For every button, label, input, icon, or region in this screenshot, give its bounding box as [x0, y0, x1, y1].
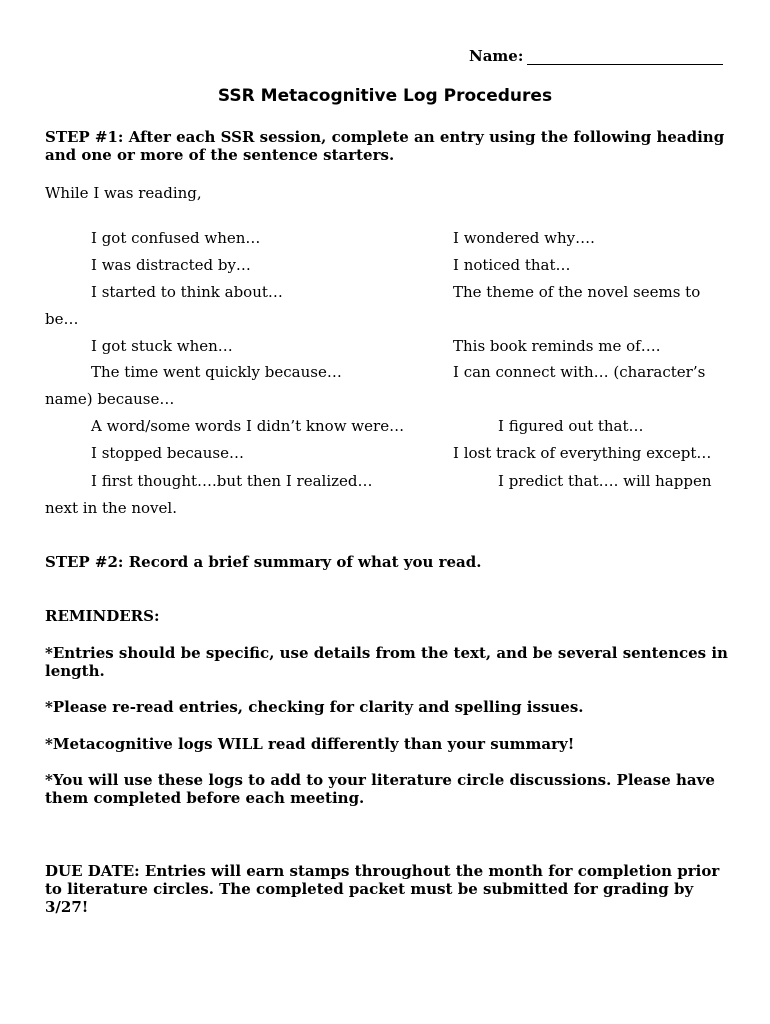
page-title: SSR Metacognitive Log Procedures — [217, 86, 553, 106]
reminder-item: *You will use these logs to add to your literature circle discussions. Please have them completed before each meeting. — [45, 771, 715, 807]
starter-item: I wondered why…. — [453, 229, 595, 247]
starter-continuation: next in the novel. — [45, 499, 177, 517]
step1-instructions: STEP #1: After each SSR session, complete an entry using the following heading and one or more of the sentence starters. — [45, 128, 725, 164]
starter-item: I predict that…. will happen — [498, 472, 712, 490]
starter-item: I noticed that… — [453, 256, 571, 274]
starter-item: I was distracted by… — [91, 256, 251, 274]
starter-item: This book reminds me of…. — [453, 337, 661, 355]
starter-item: I figured out that… — [498, 417, 644, 435]
reminder-item: *Please re-read entries, checking for clarity and spelling issues. — [45, 698, 584, 716]
starter-item: I got confused when… — [91, 229, 261, 247]
due-date-notice: DUE DATE: Entries will earn stamps throughout the month for completion prior to literature circles. The completed packet must be submitted for grading by 3/27! — [45, 862, 720, 916]
name-field — [469, 47, 725, 65]
reading-heading: While I was reading, — [45, 184, 202, 202]
starter-item: The time went quickly because… — [91, 363, 342, 381]
starter-item: I got stuck when… — [91, 337, 233, 355]
starter-continuation: name) because… — [45, 390, 175, 408]
reminder-item: *Metacognitive logs WILL read differently than your summary! — [45, 735, 575, 753]
starter-continuation: be… — [45, 310, 79, 328]
starter-item: I first thought….but then I realized… — [91, 472, 373, 490]
name-blank-line[interactable] — [527, 48, 723, 65]
starter-item: A word/some words I didn’t know were… — [91, 417, 405, 435]
starter-item: I started to think about… — [91, 283, 283, 301]
starter-item: I stopped because… — [91, 444, 244, 462]
starter-item: I lost track of everything except… — [453, 444, 712, 462]
reminders-heading: REMINDERS: — [45, 607, 160, 625]
starter-item: I can connect with… (character’s — [453, 363, 706, 381]
step2-instructions: STEP #2: Record a brief summary of what you read. — [45, 553, 482, 571]
name-label: Name: — [469, 47, 524, 65]
starter-item: The theme of the novel seems to — [453, 283, 701, 301]
reminder-item: *Entries should be specific, use details from the text, and be several sentences in length. — [45, 644, 728, 680]
